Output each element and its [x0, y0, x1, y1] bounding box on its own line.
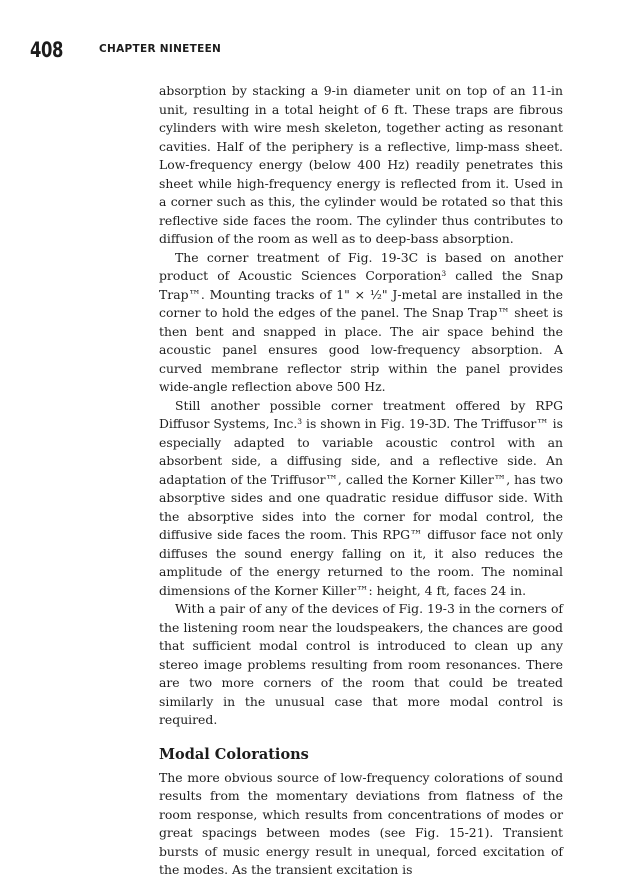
footnote-ref-3b: 3 — [297, 417, 303, 426]
page-number: 408 — [30, 38, 64, 62]
section-heading: Modal Colorations — [159, 745, 309, 763]
paragraph-2 — [159, 249, 563, 397]
paragraph-3-text-b: is shown in Fig. 19-3D. The Triffusor™ is especially adapted to variable acoustic control with an absorbent side, a diffusing side, and a reflective side. An adaptation of the Triffusor™, called the Korner Killer™, has two absorptive sides and one quadratic residue diffusor side. With the absorptive sides into the corner for modal control, the diffusive side faces the room. This RPG™ diffusor face not only diffuses the sound energy falling on it, it also reduces the amplitude of the energy returned to the room. The nominal dimensions of the Korner Killer™: height, 4 ft, faces 24 in. — [159, 416, 563, 598]
paragraph-2-text-a: The corner treatment of Fig. 19-3C is based on another product of Acoustic Sciences Corporation — [159, 249, 563, 283]
paragraph-1: absorption by stacking a 9-in diameter unit on top of an 11-in unit, resulting in a total height of 6 ft. These traps are fibrous cylinders with wire mesh skeleton, together acting as resonant cavities. Half of the periphery is a reflective, limp-mass sheet. Low-frequency energy (below 400 Hz) readily penetrates this sheet while high-frequency energy is reflected from it. Used in a corner such as this, the cylinder would be rotated so that this reflective side faces the room. The cylinder thus contributes to diffusion of the room as well as to deep-bass absorption. — [159, 83, 563, 246]
chapter-label: CHAPTER NINETEEN — [99, 43, 222, 55]
paragraph-4: With a pair of any of the devices of Fig. 19-3 in the corners of the listening room near the loudspeakers, the chances are good that sufficient modal control is introduced to clean up any stereo image problems resulting from room resonances. There are two more corners of the room that could be treated similarly in the unusual case that more modal control is required. — [159, 601, 563, 727]
paragraph-3 — [159, 397, 563, 601]
paragraph-3-text-a: Still another possible corner treatment offered by RPG Diffusor Systems, Inc. — [159, 397, 563, 431]
paragraph-2-text-b: called the Snap Trap™. Mounting tracks of 1" × ½" J-metal are installed in the corner to hold the edges of the panel. The Snap Trap™ sheet is then bent and snapped in place. The air space behind the acoustic panel ensures good low-frequency absorption. A curved membrane reflector strip within the panel provides wide-angle reflection above 500 Hz. — [159, 268, 563, 394]
paragraph-5: The more obvious source of low-frequency colorations of sound results from the momentary deviations from flatness of the room response, which results from concentrations of modes or great spacings between modes (see Fig. 15-21). Transient bursts of music energy result in unequal, forced excitation of the modes. As the transient excitation is — [159, 769, 563, 877]
body-text — [159, 82, 563, 880]
footnote-ref-3: 3 — [441, 269, 447, 278]
